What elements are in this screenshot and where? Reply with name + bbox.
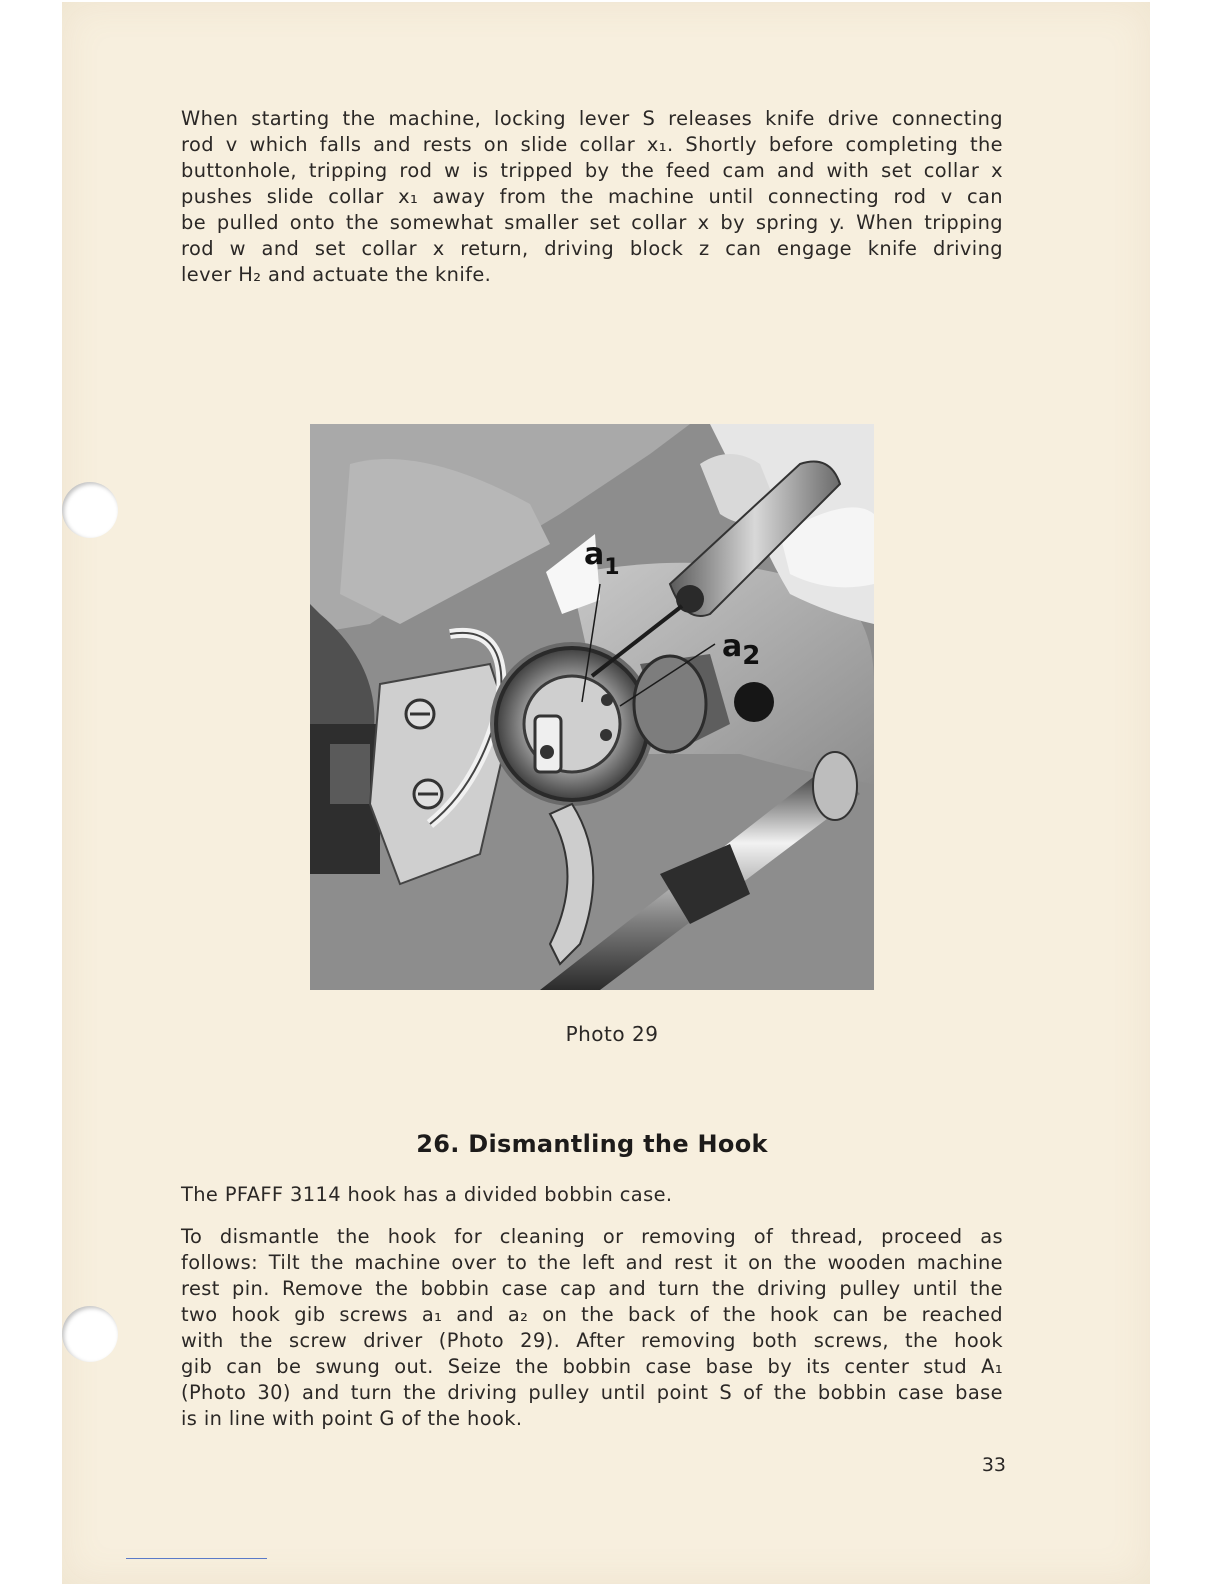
text-line: (Photo 30) and turn the driving pulley until point S of the bobbin case base xyxy=(181,1381,1003,1404)
binder-hole-bottom xyxy=(62,1306,118,1362)
text-line: To dismantle the hook for cleaning or removing of thread, proceed as xyxy=(181,1225,1003,1248)
text-line: rod v which falls and rests on slide collar x₁. Shortly before completing the xyxy=(181,133,1003,156)
text-line: be pulled onto the somewhat smaller set collar x by spring y. When tripping xyxy=(181,211,1003,234)
text-line: pushes slide collar x₁ away from the machine until connecting rod v can xyxy=(181,185,1003,208)
footer-rule xyxy=(126,1558,267,1559)
body-paragraph-2 xyxy=(181,1224,1003,1432)
text-line: lever H₂ and actuate the knife. xyxy=(181,263,492,286)
hook-photo xyxy=(310,424,874,990)
text-line: with the screw driver (Photo 29). After removing both screws, the hook xyxy=(181,1329,1003,1352)
text-line: follows: Tilt the machine over to the left and rest it on the wooden machine xyxy=(181,1251,1003,1274)
text-line: buttonhole, tripping rod w is tripped by the feed cam and with set collar x xyxy=(181,159,1003,182)
page-number: 33 xyxy=(981,1454,1006,1476)
body-paragraph-1 xyxy=(181,1182,1003,1208)
label-a2-subscript: 2 xyxy=(742,641,761,671)
binder-hole-top xyxy=(62,482,118,538)
text-line: rest pin. Remove the bobbin case cap and turn the driving pulley until the xyxy=(181,1277,1003,1300)
text-line: rod w and set collar x return, driving block z can engage knife driving xyxy=(181,237,1003,260)
photo-caption: Photo 29 xyxy=(565,1022,659,1046)
text-line: The PFAFF 3114 hook has a divided bobbin case. xyxy=(181,1183,673,1206)
section-heading: 26. Dismantling the Hook xyxy=(416,1130,768,1158)
label-a1-subscript: 1 xyxy=(604,555,620,580)
text-line: gib can be swung out. Seize the bobbin case base by its center stud A₁ xyxy=(181,1355,1003,1378)
hook-photo-drawing xyxy=(310,424,874,990)
text-line: two hook gib screws a₁ and a₂ on the back of the hook can be reached xyxy=(181,1303,1003,1326)
label-a1-letter: a xyxy=(584,537,605,572)
label-a2-letter: a xyxy=(722,629,743,664)
intro-paragraph xyxy=(181,106,1003,288)
text-line: is in line with point G of the hook. xyxy=(181,1407,523,1430)
text-line: When starting the machine, locking lever S releases knife drive connecting xyxy=(181,107,1003,130)
